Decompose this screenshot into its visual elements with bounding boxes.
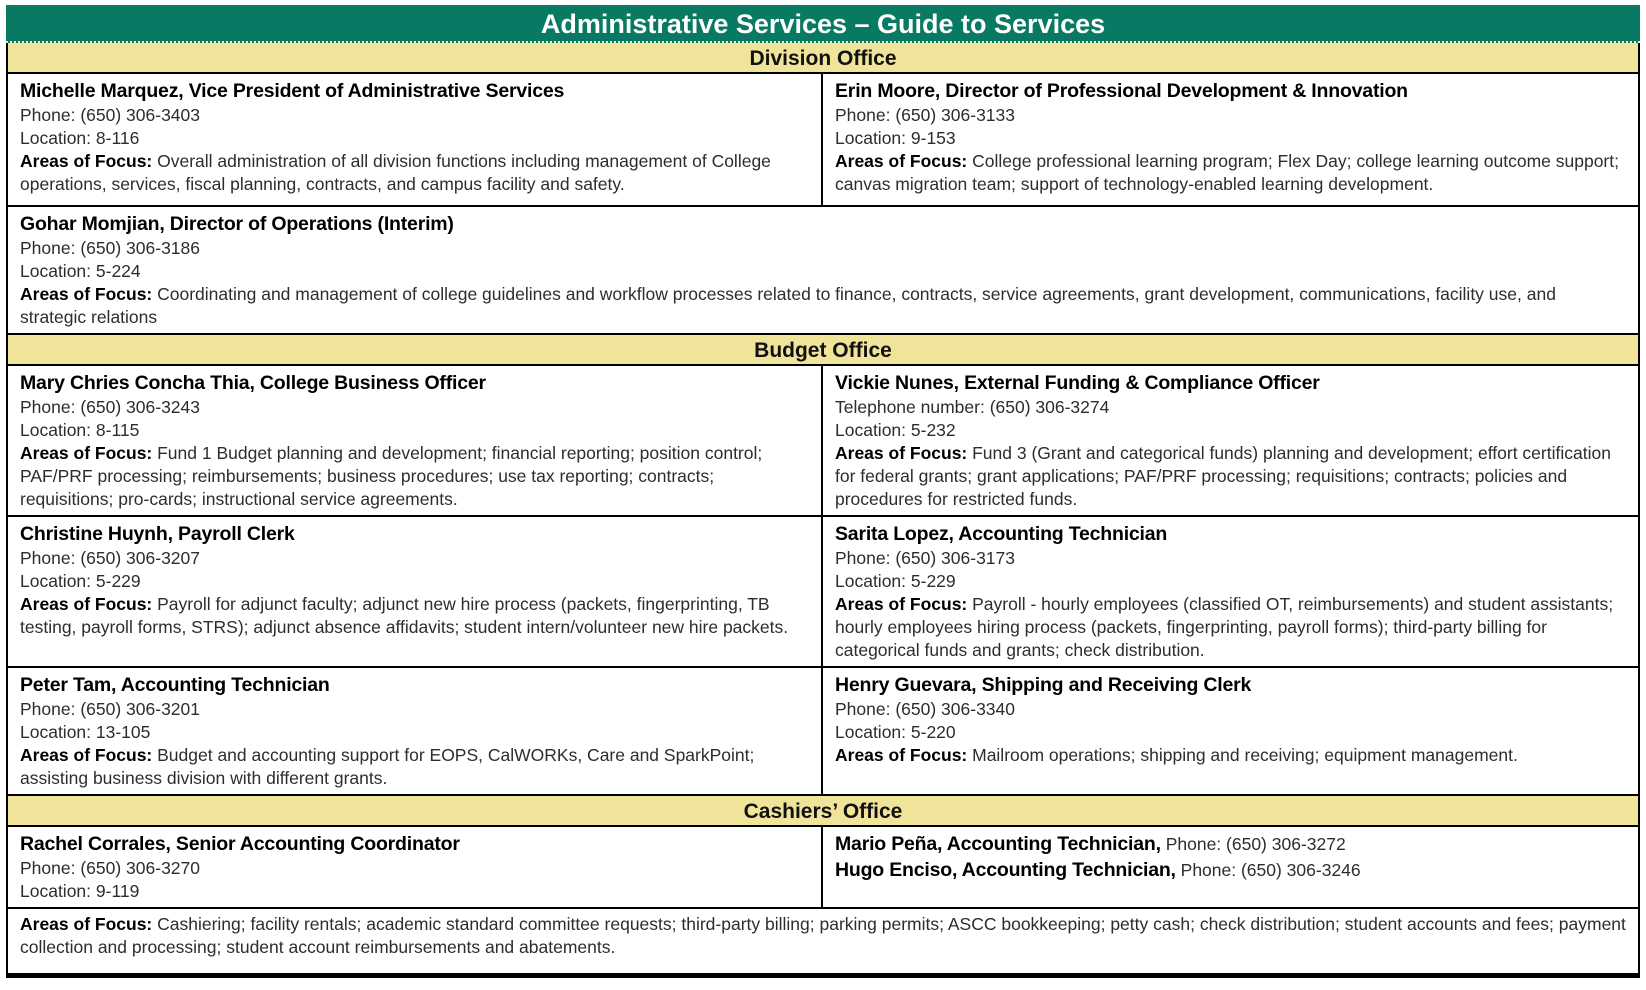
- staff-phone: Phone: (650) 306-3272: [1160, 834, 1346, 854]
- staff-phone: Phone: (650) 306-3243: [20, 397, 200, 417]
- staff-name: Michelle Marquez, Vice President of Administrative Services: [20, 80, 565, 102]
- staff-name: Peter Tam, Accounting Technician: [20, 674, 330, 696]
- staff-phone-line: [20, 857, 809, 880]
- staff-phone-line: [20, 547, 809, 570]
- areas-of-focus-label: Areas of Focus:: [835, 594, 968, 614]
- staff-phone-line: [835, 104, 1626, 127]
- staff-cell-michelle-marquez: [8, 74, 823, 205]
- staff-name: Hugo Enciso, Accounting Technician,: [835, 859, 1176, 881]
- staff-cell-sarita-lopez: [823, 517, 1638, 666]
- areas-of-focus-label: Areas of Focus:: [835, 745, 968, 765]
- staff-phone-line: [835, 547, 1626, 570]
- staff-phone: Telephone number: (650) 306-3274: [835, 397, 1110, 417]
- areas-of-focus-label: Areas of Focus:: [20, 914, 153, 934]
- staff-location: Location: 9-153: [835, 128, 956, 148]
- services-table: [6, 43, 1640, 978]
- staff-name-line: [835, 370, 1626, 396]
- document-title: Administrative Services – Guide to Services: [540, 9, 1106, 39]
- staff-name-line: [20, 78, 809, 104]
- staff-location: Location: 5-229: [20, 571, 141, 591]
- staff-name: Rachel Corrales, Senior Accounting Coordinator: [20, 833, 460, 855]
- staff-name-line: [835, 521, 1626, 547]
- staff-phone-line: [835, 698, 1626, 721]
- staff-phone-line: [835, 396, 1626, 419]
- staff-phone: Phone: (650) 306-3186: [20, 238, 200, 258]
- staff-name: Henry Guevara, Shipping and Receiving Clerk: [835, 674, 1252, 696]
- areas-of-focus-text: Coordinating and management of college guidelines and workflow processes related to finance, contracts, service agreements, grant development, communications, facility use, and strategic relations: [20, 284, 1556, 327]
- staff-location: Location: 9-119: [20, 881, 140, 901]
- staff-cell-christine-huynh: [8, 517, 823, 666]
- table-row: [8, 827, 1638, 909]
- staff-name-line: [20, 672, 809, 698]
- staff-phone-line: [20, 698, 809, 721]
- section-header-budget-office: [8, 335, 1638, 366]
- staff-location: Location: 5-220: [835, 722, 956, 742]
- staff-focus-line: [20, 150, 809, 196]
- staff-phone-line: [20, 104, 809, 127]
- document-title-bar: [6, 5, 1640, 43]
- section-header-label: Division Office: [749, 47, 897, 70]
- staff-name-line: [20, 521, 809, 547]
- staff-focus-line: [835, 150, 1626, 196]
- staff-phone: Phone: (650) 306-3133: [835, 105, 1015, 125]
- staff-phone: Phone: (650) 306-3340: [835, 699, 1015, 719]
- staff-location: Location: 13-105: [20, 722, 151, 742]
- staff-focus-line: [835, 442, 1626, 511]
- table-row: [8, 517, 1638, 668]
- staff-phone: Phone: (650) 306-3173: [835, 548, 1015, 568]
- staff-phone-line: [20, 237, 1626, 260]
- areas-of-focus-text: Overall administration of all division functions including management of College operations, services, fiscal planning, contracts, and campus facility and safety.: [20, 151, 771, 194]
- areas-of-focus-label: Areas of Focus:: [20, 745, 153, 765]
- staff-location: Location: 5-224: [20, 261, 141, 281]
- areas-of-focus-text: Mailroom operations; shipping and receiving; equipment management.: [967, 745, 1518, 765]
- staff-location-line: [20, 570, 809, 593]
- staff-location: Location: 5-229: [835, 571, 956, 591]
- staff-location: Location: 5-232: [835, 420, 956, 440]
- areas-of-focus-text: Cashiering; facility rentals; academic standard committee requests; third-party billing; parking permits; ASCC bookkeeping; petty cash; check distribution; student accounts and fees; payment collection and processing; student account reimbursements and abatements.: [20, 914, 1626, 957]
- staff-cell-mario-pena-hugo-enciso: [823, 827, 1638, 907]
- staff-name-line: [835, 831, 1626, 857]
- staff-name: Erin Moore, Director of Professional Development & Innovation: [835, 80, 1408, 102]
- table-row: [8, 74, 1638, 207]
- areas-of-focus-text: Fund 3 (Grant and categorical funds) planning and development; effort certification for federal grants; grant applications; PAF/PRF processing; requisitions; contracts; policies and procedures for restricted funds.: [835, 443, 1611, 509]
- staff-cell-vickie-nunes: [823, 366, 1638, 515]
- staff-location: Location: 8-116: [20, 128, 140, 148]
- areas-of-focus-label: Areas of Focus:: [20, 151, 153, 171]
- staff-phone: Phone: (650) 306-3207: [20, 548, 200, 568]
- areas-of-focus-label: Areas of Focus:: [20, 284, 153, 304]
- section-header-cashiers-office: [8, 796, 1638, 827]
- staff-location-line: [20, 721, 809, 744]
- staff-location-line: [20, 880, 809, 903]
- staff-cell-peter-tam: [8, 668, 823, 794]
- section-header-label: Budget Office: [754, 339, 892, 362]
- table-row: [8, 668, 1638, 796]
- staff-name: Sarita Lopez, Accounting Technician: [835, 523, 1168, 545]
- staff-name-line: [835, 78, 1626, 104]
- staff-cell-rachel-corrales: [8, 827, 823, 907]
- staff-location-line: [20, 419, 809, 442]
- staff-name-line: [835, 857, 1626, 883]
- areas-of-focus-label: Areas of Focus:: [835, 443, 968, 463]
- staff-location-line: [20, 260, 1626, 283]
- staff-location-line: [835, 127, 1626, 150]
- areas-of-focus-text: Fund 1 Budget planning and development; financial reporting; position control; PAF/PRF processing; reimbursements; business procedures; use tax reporting; contracts; requisitions; pro-cards; instructional service agreements.: [20, 443, 763, 509]
- staff-phone: Phone: (650) 306-3201: [20, 699, 200, 719]
- staff-name: Gohar Momjian, Director of Operations (Interim): [20, 213, 454, 235]
- staff-name: Vickie Nunes, External Funding & Compliance Officer: [835, 372, 1320, 394]
- areas-of-focus-label: Areas of Focus:: [20, 594, 153, 614]
- staff-focus-line: [20, 744, 809, 790]
- section-header-label: Cashiers’ Office: [743, 800, 903, 823]
- staff-focus-line: [20, 283, 1626, 329]
- staff-name-line: [20, 211, 1626, 237]
- staff-focus-line: [20, 593, 809, 639]
- staff-cell-gohar-momjian: [8, 207, 1638, 333]
- staff-location-line: [835, 570, 1626, 593]
- table-row: [8, 909, 1638, 973]
- areas-of-focus-text: Payroll for adjunct faculty; adjunct new hire process (packets, fingerprinting, TB testing, payroll forms, STRS); adjunct absence affidavits; student intern/volunteer new hire packets.: [20, 594, 789, 637]
- staff-focus-line: [20, 913, 1626, 959]
- staff-cell-mary-chries-concha-thia: [8, 366, 823, 515]
- staff-location-line: [835, 721, 1626, 744]
- staff-name-line: [835, 672, 1626, 698]
- staff-name: Christine Huynh, Payroll Clerk: [20, 523, 295, 545]
- staff-phone: Phone: (650) 306-3270: [20, 858, 200, 878]
- cashiers-areas-of-focus-cell: [8, 909, 1638, 973]
- areas-of-focus-label: Areas of Focus:: [20, 443, 153, 463]
- staff-name: Mary Chries Concha Thia, College Business Officer: [20, 372, 486, 394]
- staff-name-line: [20, 370, 809, 396]
- staff-cell-erin-moore: [823, 74, 1638, 205]
- staff-name-line: [20, 831, 809, 857]
- areas-of-focus-text: Payroll - hourly employees (classified OT, reimbursements) and student assistants; hourly employees hiring process (packets, fingerprinting, payroll forms); third-party billing for categorical funds and grants; check distribution.: [835, 594, 1614, 660]
- areas-of-focus-label: Areas of Focus:: [835, 151, 968, 171]
- staff-phone: Phone: (650) 306-3246: [1175, 860, 1361, 880]
- staff-location-line: [835, 419, 1626, 442]
- staff-name: Mario Peña, Accounting Technician,: [835, 833, 1161, 855]
- table-row: [8, 207, 1638, 335]
- staff-focus-line: [20, 442, 809, 511]
- staff-location: Location: 8-115: [20, 420, 140, 440]
- staff-phone-line: [20, 396, 809, 419]
- staff-focus-line: [835, 593, 1626, 662]
- staff-cell-henry-guevara: [823, 668, 1638, 794]
- areas-of-focus-text: College professional learning program; Flex Day; college learning outcome support; canvas migration team; support of technology-enabled learning development.: [835, 151, 1619, 194]
- staff-phone: Phone: (650) 306-3403: [20, 105, 200, 125]
- areas-of-focus-text: Budget and accounting support for EOPS, CalWORKs, Care and SparkPoint; assisting business division with different grants.: [20, 745, 755, 788]
- staff-location-line: [20, 127, 809, 150]
- table-row: [8, 366, 1638, 517]
- section-header-division-office: [8, 43, 1638, 74]
- staff-focus-line: [835, 744, 1626, 767]
